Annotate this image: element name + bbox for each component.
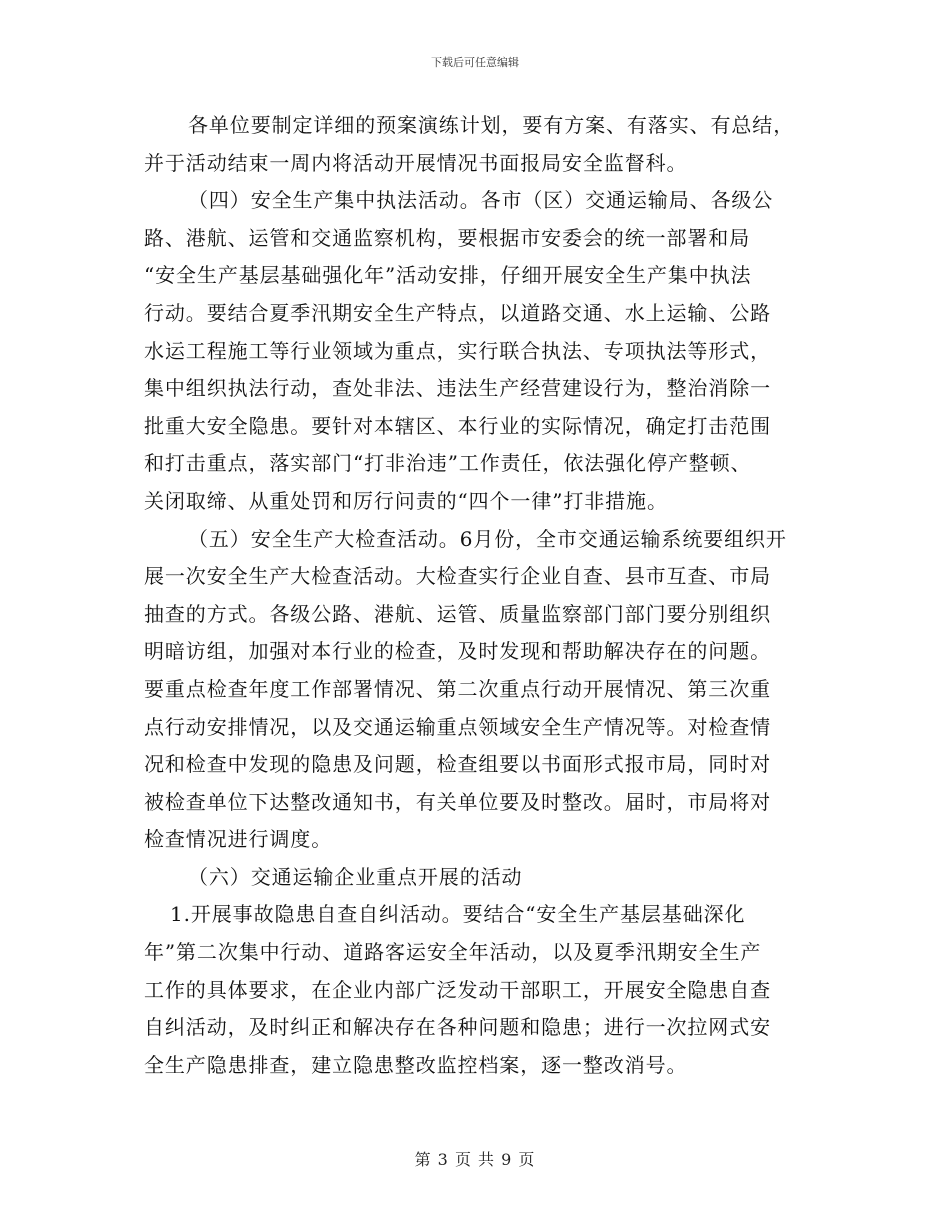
- paragraph-line: 抽查的方式。各级公路、港航、运管、质量监察部门部门要分别组织: [144, 601, 771, 626]
- paragraph-line: 关闭取缔、从重处罚和厉行问责的“四个一律”打非措施。: [144, 488, 668, 513]
- paragraph-line: 集中组织执法行动，查处非法、违法生产经营建设行为，整治消除一: [144, 376, 771, 401]
- paragraph-line: 水运工程施工等行业领域为重点，实行联合执法、专项执法等形式，: [144, 338, 771, 363]
- paragraph-line: 并于活动结束一周内将活动开展情况书面报局安全监督科。: [144, 150, 688, 175]
- paragraph-line: 明暗访组，加强对本行业的检查，及时发现和帮助解决存在的问题。: [144, 639, 771, 664]
- paragraph-line: 点行动安排情况，以及交通运输重点领域安全生产情况等。对检查情: [144, 714, 771, 739]
- paragraph-line: 要重点检查年度工作部署情况、第二次重点行动开展情况、第三次重: [144, 676, 771, 701]
- paragraph-line: 全生产隐患排查，建立隐患整改监控档案，逐一整改消号。: [144, 1052, 688, 1077]
- paragraph-line: 被检查单位下达整改通知书，有关单位要及时整改。届时，市局将对: [144, 789, 771, 814]
- paragraph-line: 各单位要制定详细的预案演练计划，要有方案、有落实、有总结，: [188, 113, 795, 137]
- paragraph-line: “安全生产基层基础强化年”活动安排，仔细开展安全生产集中执法: [144, 263, 752, 288]
- paragraph-line: 工作的具体要求，在企业内部广泛发动干部职工，开展安全隐患自查: [144, 977, 771, 1002]
- document-body: [144, 107, 816, 1084]
- paragraph-line: 自纠活动，及时纠正和解决存在各种问题和隐患；进行一次拉网式安: [144, 1015, 771, 1040]
- paragraph-line: 展一次安全生产大检查活动。大检查实行企业自查、县市互查、市局: [144, 564, 771, 589]
- paragraph-line: 检查情况进行调度。: [144, 827, 333, 852]
- section-heading: （六）交通运输企业重点开展的活动: [188, 864, 523, 889]
- paragraph-line: （五）安全生产大检查活动。6月份，全市交通运输系统要组织开: [188, 526, 787, 551]
- paragraph-line: 年”第二次集中行动、道路客运安全年活动，以及夏季汛期安全生产: [144, 940, 762, 965]
- paragraph-line: 行动。要结合夏季汛期安全生产特点，以道路交通、水上运输、公路: [144, 300, 771, 325]
- paragraph-line: 路、港航、运管和交通监察机构，要根据市安委会的统一部署和局: [144, 225, 751, 250]
- paragraph-line: 1.开展事故隐患自查自纠活动。要结合“安全生产基层基础深化: [170, 902, 746, 927]
- paragraph-line: 批重大安全隐患。要针对本辖区、本行业的实际情况，确定打击范围: [144, 413, 771, 438]
- paragraph-line: 况和检查中发现的隐患及问题，检查组要以书面形式报市局，同时对: [144, 752, 771, 777]
- paragraph-line: 和打击重点，落实部门“打非治违”工作责任，依法强化停产整顿、: [144, 451, 752, 476]
- page-number: 第 3 页 共 9 页: [414, 1150, 536, 1169]
- paragraph-line: （四）安全生产集中执法活动。各市（区）交通运输局、各级公: [188, 188, 774, 213]
- download-note: 下载后可任意编辑: [431, 56, 519, 69]
